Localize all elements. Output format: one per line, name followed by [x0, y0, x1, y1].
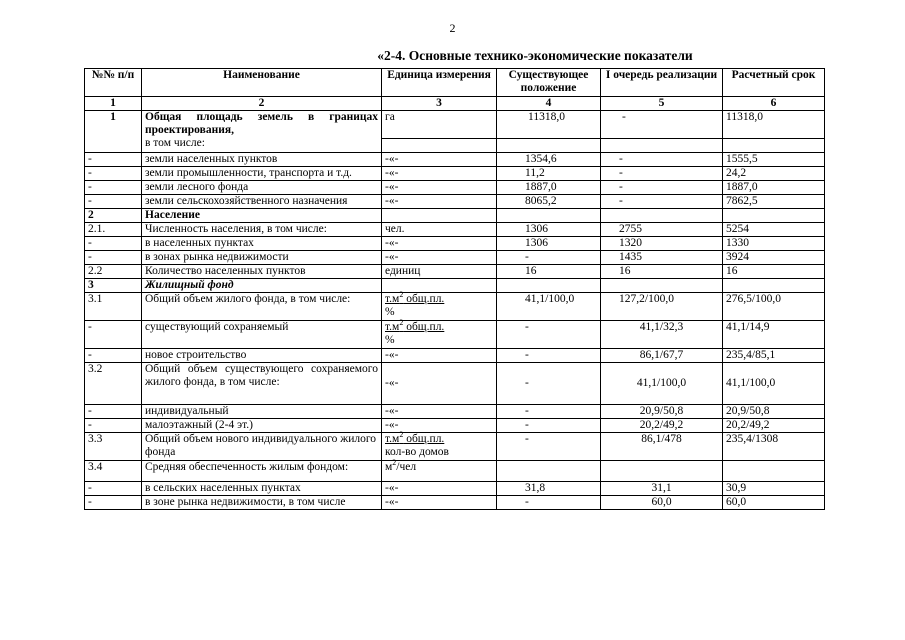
- row-current: 31,8: [497, 482, 601, 496]
- header-row: [85, 69, 825, 97]
- value-text: 11318,0: [528, 111, 565, 123]
- table-row: [85, 461, 825, 482]
- row-first-stage: 20,9/50,8: [601, 405, 723, 419]
- row-first-stage: -: [601, 153, 723, 167]
- row-unit: -«-: [382, 349, 497, 363]
- row-num: -: [85, 482, 142, 496]
- row-num: -: [85, 349, 142, 363]
- row-name: малоэтажный (2-4 эт.): [142, 419, 382, 433]
- row-current: -: [497, 321, 601, 349]
- header-first-stage: I очередь реализации: [601, 69, 723, 97]
- row-first-stage: 20,2/49,2: [601, 419, 723, 433]
- row-calc: 60,0: [723, 496, 825, 510]
- row-current: 8065,2: [497, 195, 601, 209]
- row-current: 1306: [497, 237, 601, 251]
- row-name: Общий объем нового индивидуального жилого фонда: [142, 433, 382, 461]
- row-calc: [723, 209, 825, 223]
- row-num: 3.1: [85, 293, 142, 321]
- row-first-stage: 86,1/67,7: [601, 349, 723, 363]
- row-current: 1887,0: [497, 181, 601, 195]
- unit-note: %: [385, 334, 395, 346]
- row-first-stage: 31,1: [601, 482, 723, 496]
- row-first-stage: [601, 279, 723, 293]
- section-row: [85, 279, 825, 293]
- row-calc: 16: [723, 265, 825, 279]
- index-row: [85, 97, 825, 111]
- table-row: [85, 237, 825, 251]
- page-number: 2: [449, 21, 456, 35]
- row-first-stage: -: [601, 167, 723, 181]
- index-cell: 6: [723, 97, 825, 111]
- row-calc: 235,4/85,1: [723, 349, 825, 363]
- row-name-main: Общая площадь земель в границах проектирования,: [145, 111, 378, 136]
- row-unit: -«-: [382, 237, 497, 251]
- row-current: 16: [497, 265, 601, 279]
- row-num: -: [85, 496, 142, 510]
- table-row: [85, 167, 825, 181]
- row-unit: -«-: [382, 195, 497, 209]
- table-row: [85, 419, 825, 433]
- header-current: Существующее положение: [497, 69, 601, 97]
- header-num: №№ п/п: [85, 69, 142, 97]
- row-num: 3: [85, 279, 142, 293]
- row-name: Количество населенных пунктов: [142, 265, 382, 279]
- table-row: [85, 293, 825, 321]
- row-first-stage: 1320: [601, 237, 723, 251]
- table-row: [85, 181, 825, 195]
- row-name: новое строительство: [142, 349, 382, 363]
- index-cell: 5: [601, 97, 723, 111]
- row-name: в сельских населенных пунктах: [142, 482, 382, 496]
- row-unit: [382, 318, 497, 349]
- row-name: в зонах рынка недвижимости: [142, 251, 382, 265]
- row-num: -: [85, 321, 142, 349]
- row-num: 1: [85, 111, 142, 153]
- row-current: 1354,6: [497, 153, 601, 167]
- table-row: [85, 363, 825, 405]
- unit-note: кол-во домов: [385, 446, 449, 458]
- unit-text: $т.м^2$ общ.пл.: [385, 290, 445, 305]
- row-unit: -«-: [382, 419, 497, 433]
- row-calc: 24,2: [723, 167, 825, 181]
- row-current: -: [497, 251, 601, 265]
- table-row: [85, 251, 825, 265]
- row-num: -: [85, 195, 142, 209]
- row-num: 2.2: [85, 265, 142, 279]
- row-name: в населенных пунктах: [142, 237, 382, 251]
- row-calc: [723, 111, 825, 153]
- row-calc: 3924: [723, 251, 825, 265]
- row-current: [497, 279, 601, 293]
- row-name: Численность населения, в том числе:: [142, 223, 382, 237]
- row-num: 2: [85, 209, 142, 223]
- row-calc: 5254: [723, 223, 825, 237]
- row-num: 2.1.: [85, 223, 142, 237]
- table-row: [85, 482, 825, 496]
- row-unit: -«-: [382, 496, 497, 510]
- row-calc: 1330: [723, 237, 825, 251]
- row-first-stage: 41,1/32,3: [601, 321, 723, 349]
- row-current: [497, 461, 601, 482]
- row-unit: [382, 430, 497, 461]
- row-current: -: [497, 363, 601, 405]
- row-num: 3.2: [85, 363, 142, 405]
- table-row: [85, 349, 825, 363]
- row-first-stage: 86,1/478: [601, 433, 723, 461]
- row-calc: [723, 279, 825, 293]
- row-calc: [723, 461, 825, 482]
- row-unit: единиц: [382, 265, 497, 279]
- row-calc: 1555,5: [723, 153, 825, 167]
- row-current: -: [497, 405, 601, 419]
- row-unit: -«-: [382, 181, 497, 195]
- row-first-stage: [601, 461, 723, 482]
- row-current: 41,1/100,0: [497, 293, 601, 321]
- row-num: -: [85, 405, 142, 419]
- row-first-stage: 127,2/100,0: [601, 293, 723, 321]
- row-unit: -«-: [382, 363, 497, 405]
- row-name: в зоне рынка недвижимости, в том числе: [142, 496, 382, 510]
- table-row: [85, 223, 825, 237]
- row-first-stage: -: [601, 181, 723, 195]
- row-current: -: [497, 433, 601, 461]
- row-current: [497, 209, 601, 223]
- table-row: [85, 433, 825, 461]
- row-calc: 7862,5: [723, 195, 825, 209]
- row-name: земли сельскохозяйственного назначения: [142, 195, 382, 209]
- row-unit: -«-: [382, 167, 497, 181]
- unit-text: $т.м^2$ общ.пл.: [385, 430, 445, 445]
- unit-note: %: [385, 306, 395, 318]
- row-calc: 235,4/1308: [723, 433, 825, 461]
- value-text: 11318,0: [726, 111, 763, 123]
- unit-text: $т.м^2$ общ.пл.: [385, 318, 445, 333]
- row-calc: 1887,0: [723, 181, 825, 195]
- row-name: существующий сохраняемый: [142, 321, 382, 349]
- document-title: «2-4. Основные технико-экономические показатели: [377, 48, 693, 63]
- unit-text: га: [385, 111, 395, 123]
- section-row: [85, 209, 825, 223]
- row-num: -: [85, 237, 142, 251]
- table-row: [85, 405, 825, 419]
- row-unit: [382, 209, 497, 223]
- row-first-stage: 60,0: [601, 496, 723, 510]
- index-cell: 4: [497, 97, 601, 111]
- row-num: -: [85, 167, 142, 181]
- row-unit: -«-: [382, 482, 497, 496]
- row-calc: 276,5/100,0: [723, 293, 825, 321]
- row-name: Население: [142, 209, 382, 223]
- row-first-stage: 41,1/100,0: [601, 363, 723, 405]
- header-unit: Единица измерения: [382, 69, 497, 97]
- row-num: -: [85, 153, 142, 167]
- row-calc: 20,9/50,8: [723, 405, 825, 419]
- row-unit: [382, 458, 497, 482]
- index-cell: 1: [85, 97, 142, 111]
- row-calc: 30,9: [723, 482, 825, 496]
- row-current: [497, 111, 601, 153]
- row-num: 3.4: [85, 461, 142, 482]
- row-num: 3.3: [85, 433, 142, 461]
- row-first-stage: 16: [601, 265, 723, 279]
- row-num: -: [85, 181, 142, 195]
- table-row: [85, 496, 825, 510]
- header-name: Наименование: [142, 69, 382, 97]
- index-cell: 2: [142, 97, 382, 111]
- table-row: [85, 265, 825, 279]
- row-first-stage: [601, 209, 723, 223]
- row-calc: 41,1/14,9: [723, 321, 825, 349]
- index-cell: 3: [382, 97, 497, 111]
- table-row: [85, 195, 825, 209]
- unit-text: $м^2$/чел: [385, 458, 417, 473]
- row-unit: чел.: [382, 223, 497, 237]
- row-name: индивидуальный: [142, 405, 382, 419]
- row-current: 1306: [497, 223, 601, 237]
- row-name-note: в том числе:: [145, 137, 205, 149]
- table-row: [85, 321, 825, 349]
- row-current: -: [497, 349, 601, 363]
- row-name: [142, 111, 382, 153]
- row-unit: -«-: [382, 251, 497, 265]
- value-text: -: [622, 111, 626, 123]
- row-num: -: [85, 251, 142, 265]
- row-first-stage: 1435: [601, 251, 723, 265]
- row-current: -: [497, 419, 601, 433]
- row-unit: -«-: [382, 153, 497, 167]
- row-num: -: [85, 419, 142, 433]
- table-row: [85, 111, 825, 153]
- row-first-stage: 2755: [601, 223, 723, 237]
- row-first-stage: -: [601, 195, 723, 209]
- row-name: Жилищный фонд: [142, 279, 382, 293]
- row-current: 11,2: [497, 167, 601, 181]
- header-calc: Расчетный срок: [723, 69, 825, 97]
- row-first-stage: [601, 111, 723, 153]
- row-current: -: [497, 496, 601, 510]
- row-calc: 20,2/49,2: [723, 419, 825, 433]
- row-unit: [382, 290, 497, 321]
- row-name: Средняя обеспеченность жилым фондом:: [142, 461, 382, 482]
- table-row: [85, 153, 825, 167]
- indicators-table: [84, 68, 825, 510]
- row-name: земли промышленности, транспорта и т.д.: [142, 167, 382, 181]
- row-name: земли лесного фонда: [142, 181, 382, 195]
- row-calc: 41,1/100,0: [723, 363, 825, 405]
- row-unit: -«-: [382, 405, 497, 419]
- row-name: Общий объем существующего сохраняемого жилого фонда, в том числе:: [142, 363, 382, 405]
- row-unit: [382, 111, 497, 153]
- row-name: земли населенных пунктов: [142, 153, 382, 167]
- row-name: Общий объем жилого фонда, в том числе:: [142, 293, 382, 321]
